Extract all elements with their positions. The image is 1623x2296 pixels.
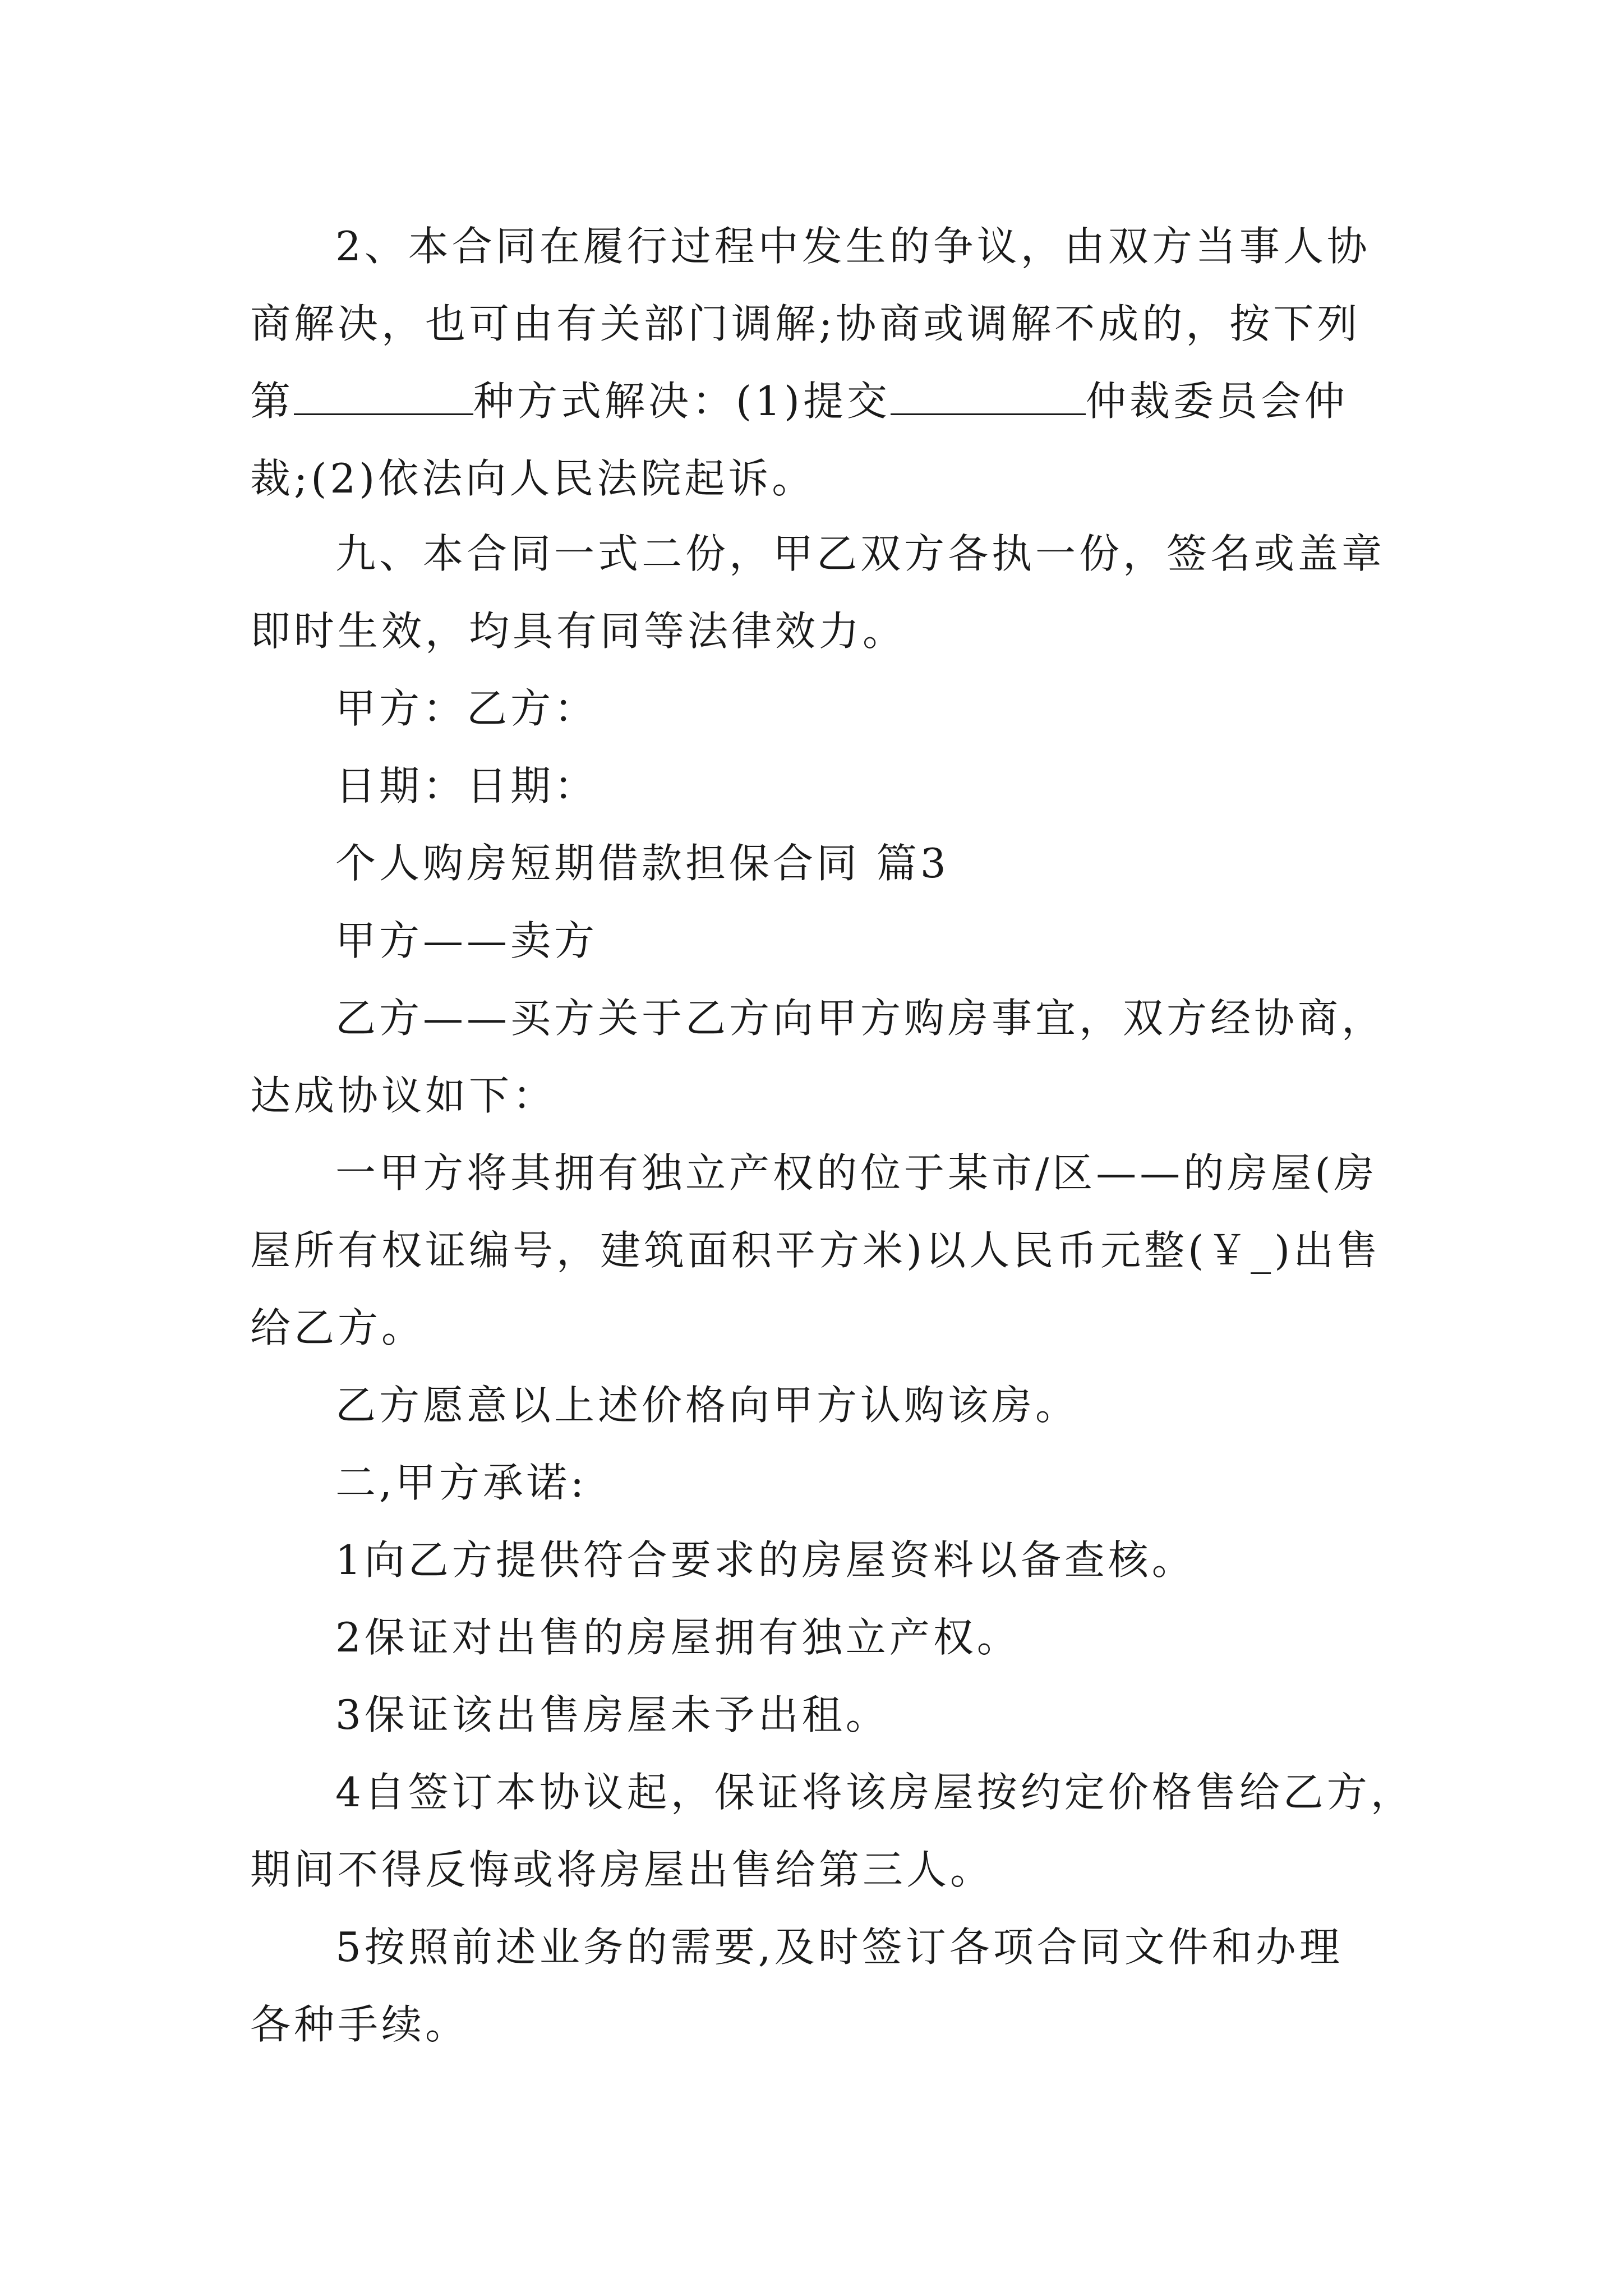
text-line: 期间不得反悔或将房屋出售给第三人。 (250, 1846, 994, 1893)
party-a-line: 甲方——卖方 (335, 917, 598, 964)
text-line: 九、本合同一式二份，甲乙双方各执一份，签名或盖章 (335, 530, 1386, 577)
commitment-item-4 (250, 1754, 1414, 1908)
text-line: 一甲方将其拥有独立产权的位于某市/区——的房屋(房 (335, 1149, 1378, 1197)
fill-in-blank (294, 381, 473, 415)
fill-in-blank (891, 381, 1086, 415)
commitment-item-3: 3保证该出售房屋未予出租。 (335, 1691, 889, 1738)
paragraph-dispute-resolution (250, 208, 1383, 517)
commitment-item-2: 2保证对出售的房屋拥有独立产权。 (335, 1614, 1021, 1661)
paragraph-party-b (250, 979, 1386, 1134)
text-line: 各种手续。 (250, 2001, 469, 2048)
text-fragment: 种方式解决：(1)提交 (473, 378, 891, 425)
commitment-item-1: 1向乙方提供符合要求的房屋资料以备查核。 (335, 1536, 1196, 1584)
text-line: 5按照前述业务的需要,及时签订各项合同文件和办理 (335, 1924, 1343, 1971)
text-fragment: 第 (250, 378, 294, 425)
text-line: 商解决，也可由有关部门调解;协商或调解不成的，按下列 (250, 300, 1361, 347)
text-line (250, 362, 1383, 440)
text-line: 达成协议如下： (250, 1072, 557, 1119)
text-line: 即时生效，均具有同等法律效力。 (250, 608, 907, 655)
commitment-item-5 (250, 1908, 1383, 2063)
paragraph-property (250, 1134, 1383, 1366)
paragraph-purchase-intent: 乙方愿意以上述价格向甲方认购该房。 (335, 1382, 1080, 1429)
section-title: 个人购房短期借款担保合同 篇3 (335, 840, 949, 887)
text-line: 屋所有权证编号，建筑面积平方米)以人民币元整(￥_)出售 (250, 1227, 1381, 1274)
signature-parties: 甲方：乙方： (335, 685, 598, 732)
text-line: 裁;(2)依法向人民法院起诉。 (250, 455, 816, 502)
text-fragment: 仲裁委员会仲 (1086, 378, 1349, 425)
text-line: 给乙方。 (250, 1304, 426, 1351)
text-line: 2、本合同在履行过程中发生的争议，由双方当事人协 (335, 223, 1371, 270)
text-line: 乙方——买方关于乙方向甲方购房事宜，双方经协商， (335, 995, 1386, 1042)
heading-party-a-commitments: 二,甲方承诺: (335, 1459, 588, 1506)
paragraph-copies (250, 515, 1386, 670)
text-line: 4自签订本协议起，保证将该房屋按约定价格售给乙方， (335, 1769, 1414, 1816)
signature-dates: 日期：日期： (335, 762, 598, 809)
